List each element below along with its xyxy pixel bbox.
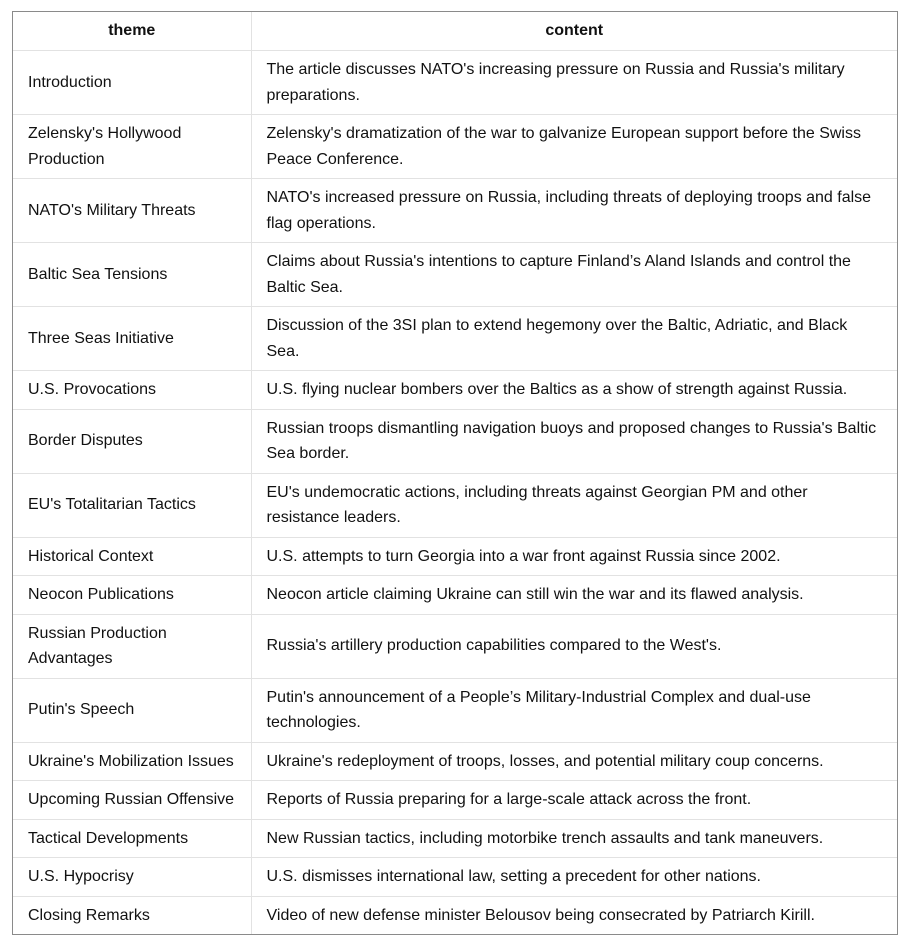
content-cell: New Russian tactics, including motorbike trench assaults and tank maneuvers. [251, 819, 897, 858]
theme-cell: U.S. Hypocrisy [13, 858, 251, 897]
table-row [13, 858, 897, 897]
theme-cell: Three Seas Initiative [13, 307, 251, 371]
content-cell: U.S. flying nuclear bombers over the Baltics as a show of strength against Russia. [251, 371, 897, 410]
table-row [13, 781, 897, 820]
table-row [13, 115, 897, 179]
theme-cell: Introduction [28, 73, 112, 91]
content-cell: Ukraine's redeployment of troops, losses, and potential military coup concerns. [251, 742, 897, 781]
table-row [13, 243, 897, 307]
table-row [13, 371, 897, 410]
theme-cell: Upcoming Russian Offensive [13, 781, 251, 820]
content-cell: U.S. attempts to turn Georgia into a war front against Russia since 2002. [251, 537, 897, 576]
table-row [13, 678, 897, 742]
theme-cell: Ukraine's Mobilization Issues [13, 742, 251, 781]
theme-cell: NATO's Military Threats [13, 179, 251, 243]
content-cell: Discussion of the 3SI plan to extend hegemony over the Baltic, Adriatic, and Black Sea. [251, 307, 897, 371]
theme-cell: Baltic Sea Tensions [13, 243, 251, 307]
theme-cell: Closing Remarks [13, 896, 251, 934]
header-row [13, 12, 897, 51]
theme-cell: U.S. Provocations [13, 371, 251, 410]
table-row [13, 614, 897, 678]
theme-cell: Putin's Speech [13, 678, 251, 742]
content-cell: The article discusses NATO's increasing pressure on Russia and Russia's military preparations. [251, 51, 897, 115]
themes-table [13, 12, 897, 934]
content-cell: NATO's increased pressure on Russia, including threats of deploying troops and false flag operations. [251, 179, 897, 243]
table-row [13, 179, 897, 243]
content-cell: Russian troops dismantling navigation buoys and proposed changes to Russia's Baltic Sea border. [251, 409, 897, 473]
theme-cell: Historical Context [13, 537, 251, 576]
content-cell: Video of new defense minister Belousov being consecrated by Patriarch Kirill. [251, 896, 897, 934]
content-cell: Zelensky's dramatization of the war to galvanize European support before the Swiss Peace Conference. [251, 115, 897, 179]
theme-cell: Russian Production Advantages [13, 614, 251, 678]
theme-cell: EU's Totalitarian Tactics [13, 473, 251, 537]
header-content: content [251, 12, 897, 51]
theme-cell: Neocon Publications [13, 576, 251, 615]
theme-cell: Tactical Developments [13, 819, 251, 858]
table-row [13, 51, 897, 115]
content-cell: U.S. dismisses international law, setting a precedent for other nations. [251, 858, 897, 897]
table-row [13, 409, 897, 473]
content-cell: Russia's artillery production capabilities compared to the West's. [251, 614, 897, 678]
header-theme: theme [13, 12, 251, 51]
table-row [13, 742, 897, 781]
table-row [13, 307, 897, 371]
content-cell: Claims about Russia's intentions to capture Finland’s Aland Islands and control the Baltic Sea. [251, 243, 897, 307]
content-cell: EU's undemocratic actions, including threats against Georgian PM and other resistance leaders. [251, 473, 897, 537]
content-cell: Neocon article claiming Ukraine can still win the war and its flawed analysis. [251, 576, 897, 615]
content-cell: Reports of Russia preparing for a large-scale attack across the front. [251, 781, 897, 820]
theme-cell: Zelensky's Hollywood Production [13, 115, 251, 179]
content-cell: Putin's announcement of a People’s Military-Industrial Complex and dual-use technologies. [251, 678, 897, 742]
table-row [13, 819, 897, 858]
table-row [13, 896, 897, 934]
themes-table-container [12, 11, 898, 935]
theme-cell: Border Disputes [13, 409, 251, 473]
table-row [13, 537, 897, 576]
table-row [13, 473, 897, 537]
table-row [13, 576, 897, 615]
